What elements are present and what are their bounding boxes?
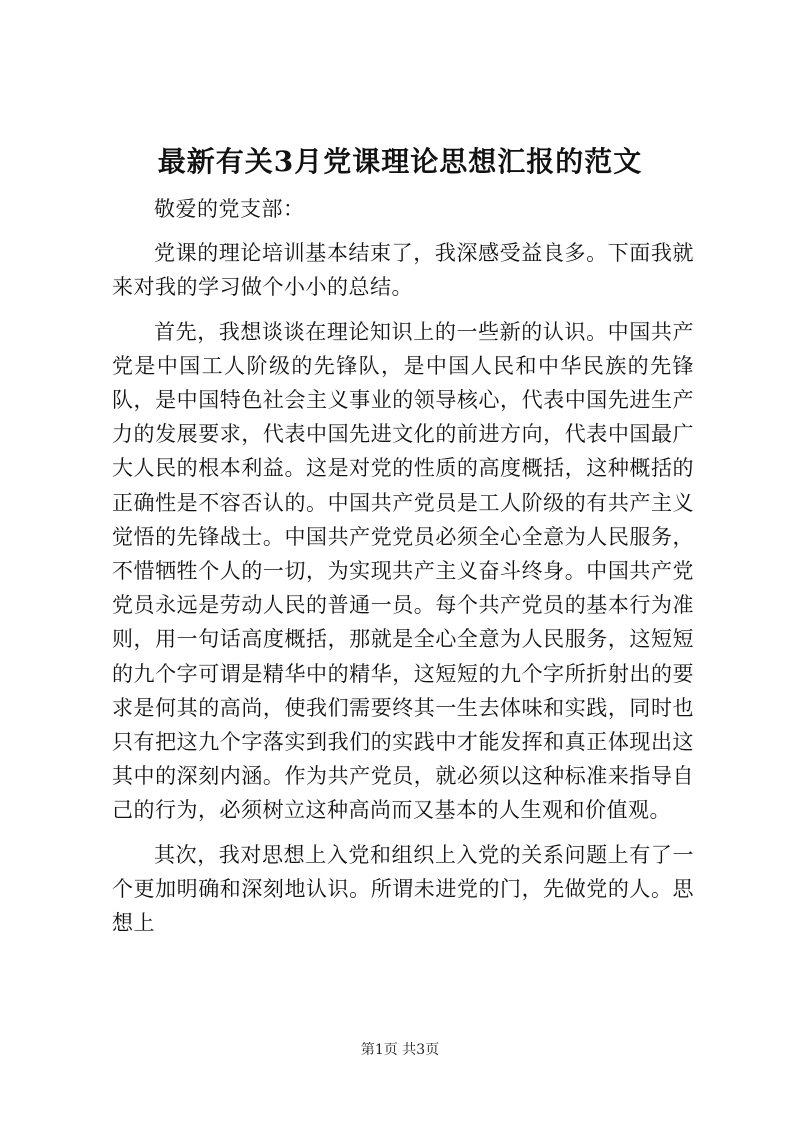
salutation: 敬爱的党支部： [154, 197, 305, 221]
paragraph-1: 党课的理论培训基本结束了，我深感受益良多。下面我就来对我的学习做个小小的总结。 [112, 241, 694, 300]
paragraph-2: 首先，我想谈谈在理论知识上的一些新的认识。中国共产党是中国工人阶级的先锋队，是中国人民和中华民族的先锋队，是中国特色社会主义事业的领导核心，代表中国先进生产力的发展要求，代表中国先进文化的前进方向，代表中国最广大人民的根本利益。这是对党的性质的高度概括，这种概括的正确性是不容否认的。中国共产党员是工人阶级的有共产主义觉悟的先锋战士。中国共产党党员必须全心全意为人民服务，不惜牺牲个人的一切，为实现共产主义奋斗终身。中国共产党党员永远是劳动人民的普通一员。每个共产党员的基本行为准则，用一句话高度概括，那就是全心全意为人民服务，这短短的九个字可谓是精华中的精华，这短短的九个字所折射出的要求是何其的高尚，使我们需要终其一生去体味和实践，同时也只有把这九个字落实到我们的实践中才能发挥和真正体现出这其中的深刻内涵。作为共产党员，就必须以这种标准来指导自己的行为，必须树立这种高尚而又基本的人生观和价值观。 [112, 319, 694, 823]
paragraph-3: 其次，我对思想上入党和组织上入党的关系问题上有了一个更加明确和深刻地认识。所谓未进党的门，先做党的人。思想上 [112, 842, 694, 936]
document-body [112, 192, 694, 950]
document-title: 最新有关3月党课理论思想汇报的范文 [157, 145, 643, 178]
page-footer: 第1页 共3页 [360, 1042, 440, 1058]
